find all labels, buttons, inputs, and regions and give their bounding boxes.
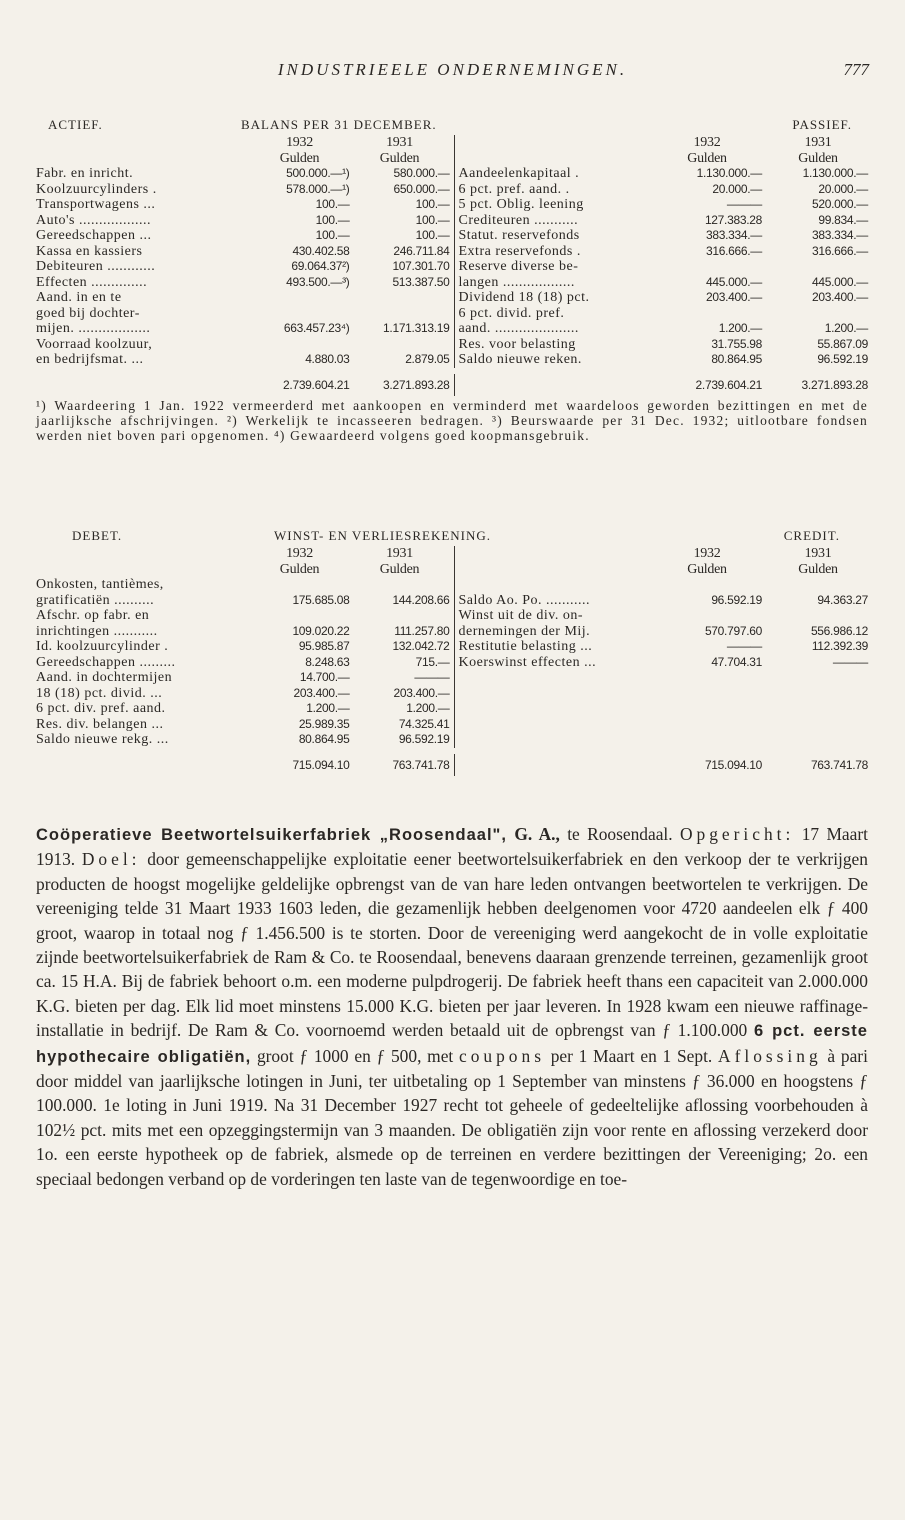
row-label: Res. div. belangen ... (36, 716, 164, 732)
row-label: Res. voor belasting (458, 336, 576, 352)
value-1931: 383.334.— (811, 228, 868, 242)
value-1931: 556.986.12 (810, 623, 868, 638)
page-header (0, 60, 905, 90)
balance-left-heading: ACTIEF. (48, 117, 103, 132)
description-text: à pari door middel van jaarlijksche lotingen in Juni, ter uitbetaling op 1 September van minstens ƒ 36.000 en hoogstens ƒ 100.000. 1e loting in Juni 1919. Na 31 December 1927 recht tot geheele of gedeeltelijke aflossing voorbehouden à 102½ pct. mits met een opzeggingstermijn van 3 maanden. De obligatiën zijn voor rente en aflossing verzekerd door 1o. een eerste hypotheek op de fabriek, alsmede op de terreinen en verdere bezittingen der Vereeniging; 2o. een speciaal bedongen verband op de vorderingen ten laste van de tegenwoordige en toe- (36, 1045, 868, 1189)
table-row (36, 593, 454, 609)
value-1931: 107.301.70 (392, 259, 450, 273)
table-row (36, 655, 454, 671)
totals-row (36, 754, 454, 776)
total-value: 715.094.10 (704, 757, 762, 772)
value-1932: 4.880.03 (305, 352, 350, 366)
description-text: per 1 Maart en 1 Sept. (550, 1045, 713, 1066)
row-label: 6 pct. div. pref. aand. (36, 701, 166, 716)
value-1931: 100.— (415, 197, 450, 211)
row-label: Voorraad koolzuur, (36, 336, 153, 352)
value-1932: 175.685.08 (292, 592, 350, 607)
row-label: Debiteuren ............ (36, 259, 156, 274)
table-row (36, 337, 454, 353)
unit-label: Gulden (279, 561, 320, 577)
table-row (36, 290, 454, 306)
value-1931: 94.363.27 (817, 592, 868, 607)
table-row (455, 275, 869, 291)
value-1932: 96.592.19 (711, 592, 762, 607)
value-1932: 316.666.— (705, 243, 762, 258)
table-row (36, 608, 454, 624)
row-label: Id. koolzuurcylinder . (36, 639, 169, 654)
value-1932: 80.864.95 (711, 352, 762, 366)
row-label: en bedrijfsmat. ... (36, 352, 144, 367)
value-1932: 14.700.— (299, 670, 350, 684)
value-1931: 20.000.— (818, 181, 868, 196)
company-location: te Roosendaal. (567, 824, 673, 844)
pl-left-heading: DEBET. (72, 528, 123, 543)
row-label: goed bij dochter- (36, 305, 140, 321)
totals-row (455, 374, 869, 396)
value-1931: 1.200.— (406, 701, 450, 715)
value-1931: 100.— (415, 212, 450, 227)
value-1931: 55.867.09 (817, 336, 868, 351)
debit-list (36, 577, 454, 748)
unit-row (36, 562, 454, 578)
assets-list (36, 166, 454, 368)
row-label: Kassa en kassiers (36, 243, 143, 259)
value-1931: 513.387.50 (392, 274, 450, 289)
year-1932: 1932 (693, 546, 721, 561)
unit-label: Gulden (379, 150, 420, 166)
value-1931: 100.— (415, 228, 450, 242)
total-value: 2.739.604.21 (695, 377, 762, 392)
profit-loss-account (36, 528, 868, 776)
pl-title: WINST- EN VERLIESREKENING. (274, 528, 492, 543)
row-label: Fabr. en inricht. (36, 166, 134, 181)
value-1931: 1.130.000.— (802, 166, 868, 180)
coupons-word: coupons (459, 1045, 545, 1066)
value-1932: 1.200.— (718, 321, 762, 335)
footnotes: ¹) Waardeering 1 Jan. 1922 vermeerderd met aankoopen en verminderd met waardeloos geworden bezittingen en met de jaarlijksche afschrijvingen. ²) Werkelijk te incasseeren bedragen. ³) Beurswaarde per 31 Dec. 1932; uitlootbare fondsen werden niet boven pari opgenomen. ⁴) Gewaardeerd volgens goed koopmansgebruik. (36, 397, 868, 443)
table-row (455, 166, 869, 182)
value-1931: 111.257.80 (394, 623, 450, 638)
year-1932: 1932 (693, 135, 721, 150)
balance-liabilities (455, 135, 869, 368)
year-row (455, 135, 869, 151)
table-row (36, 352, 454, 368)
pl-credit (455, 546, 869, 748)
value-1932: 445.000.— (705, 274, 762, 289)
unit-row (36, 151, 454, 167)
value-1931: 112.392.39 (811, 639, 868, 653)
company-form: G. A., (514, 824, 560, 844)
row-label: aand. ..................... (458, 321, 579, 336)
table-row (36, 639, 454, 655)
table-row (455, 228, 869, 244)
year-1932: 1932 (286, 546, 313, 561)
row-label: Saldo nieuwe reken. (458, 352, 582, 367)
purpose-label: Doel: (81, 849, 141, 870)
year-1931: 1931 (804, 135, 832, 150)
row-label: langen .................. (458, 274, 575, 290)
table-row (455, 337, 869, 353)
totals-row (455, 754, 869, 776)
value-1932: ——— (726, 197, 762, 211)
value-1931: 246.711.84 (393, 243, 450, 258)
table-row (36, 701, 454, 717)
table-row (36, 732, 454, 748)
table-row (455, 244, 869, 260)
balance-assets (36, 135, 455, 368)
table-row (455, 259, 869, 275)
description-text: groot ƒ 1000 en ƒ 500, met (256, 1045, 454, 1066)
unit-row (455, 562, 869, 578)
pl-columns (36, 546, 868, 748)
total-value: 715.094.10 (292, 757, 350, 772)
value-1931: ——— (832, 654, 868, 669)
value-1931: 580.000.— (393, 166, 450, 180)
row-label: Transportwagens ... (36, 197, 156, 212)
row-label: Gereedschappen ......... (36, 654, 176, 670)
bond-title: 6 pct. eerste hypothecaire obligatiën, (36, 1022, 868, 1066)
year-row (455, 546, 869, 562)
table-row (36, 228, 454, 244)
value-1932: 109.020.22 (292, 623, 350, 638)
founded-label: Opgericht: (679, 824, 795, 844)
row-label: Koolzuurcylinders . (36, 181, 157, 197)
row-label: 18 (18) pct. divid. ... (36, 685, 163, 701)
running-title: INDUSTRIEELE ONDERNEMINGEN. (277, 60, 628, 79)
unit-label: Gulden (279, 150, 320, 166)
value-1931: ——— (414, 670, 450, 684)
total-value: 763.741.78 (392, 757, 450, 772)
unit-label: Gulden (798, 150, 838, 166)
aflossing-word: Aflossing (718, 1045, 822, 1066)
balance-totals (36, 374, 868, 396)
year-row (36, 135, 454, 151)
table-row (455, 655, 869, 671)
unit-label: Gulden (687, 150, 727, 166)
total-value: 763.741.78 (810, 757, 868, 772)
value-1931: 74.325.41 (398, 716, 450, 731)
value-1932: 100.— (315, 197, 350, 211)
unit-row (455, 151, 869, 167)
row-label: Saldo nieuwe rekg. ... (36, 732, 169, 747)
row-label: Koerswinst effecten ... (458, 654, 597, 670)
table-row (455, 352, 869, 368)
value-1932: 430.402.58 (292, 243, 350, 258)
value-1932: 20.000.— (712, 181, 762, 196)
value-1931: 144.208.66 (392, 592, 450, 607)
liabilities-list (455, 166, 869, 368)
row-label: Restitutie belasting ... (458, 639, 593, 654)
table-row (36, 577, 454, 593)
row-label: mijen. .................. (36, 321, 151, 336)
table-row (36, 717, 454, 733)
balance-sheet (36, 117, 868, 443)
year-1932: 1932 (286, 135, 313, 150)
total-value: 3.271.893.28 (801, 377, 868, 392)
table-row (455, 306, 869, 322)
year-1931: 1931 (386, 546, 413, 561)
value-1932: 100.— (315, 228, 350, 242)
value-1932: 127.383.28 (704, 212, 762, 227)
unit-label: Gulden (687, 561, 727, 577)
row-label: Aand. in dochtermijen (36, 670, 173, 685)
table-row (455, 639, 869, 655)
year-row (36, 546, 454, 562)
row-label: Afschr. op fabr. en (36, 608, 150, 623)
table-row (455, 197, 869, 213)
value-1931: 99.834.— (818, 212, 868, 227)
table-row (36, 306, 454, 322)
value-1932: ——— (726, 639, 762, 653)
value-1931: 520.000.— (811, 197, 868, 211)
table-row (36, 321, 454, 337)
balance-columns (36, 135, 868, 368)
value-1931: 96.592.19 (817, 352, 868, 366)
row-label: gratificatiën .......... (36, 592, 155, 608)
company-description (36, 822, 868, 1191)
row-label: Crediteuren ........... (458, 212, 579, 228)
row-label: dernemingen der Mij. (458, 623, 591, 639)
row-label: Dividend 18 (18) pct. (458, 290, 590, 305)
table-row (36, 166, 454, 182)
row-label: Effecten .............. (36, 274, 148, 290)
table-row (36, 275, 454, 291)
founded-value: 17 Maart 1913. (36, 824, 868, 870)
table-row (36, 197, 454, 213)
pl-right-heading: CREDIT. (783, 528, 840, 543)
row-label: Aandeelenkapitaal . (458, 166, 580, 181)
value-1931: 1.200.— (824, 321, 868, 335)
table-row (455, 593, 869, 609)
value-1932: 95.985.87 (298, 639, 350, 653)
table-row (455, 213, 869, 229)
row-label: inrichtingen ........... (36, 623, 158, 639)
unit-label: Gulden (798, 561, 838, 577)
value-1932: 500.000.—¹) (286, 166, 350, 180)
value-1931: 2.879.05 (405, 352, 450, 366)
credit-list (455, 577, 869, 670)
row-label: Saldo Ao. Po. ........... (458, 592, 591, 608)
table-row (455, 182, 869, 198)
table-row (455, 321, 869, 337)
value-1932: 100.— (315, 212, 350, 227)
row-label: 5 pct. Oblig. leening (458, 197, 584, 212)
table-row (36, 670, 454, 686)
page-number: 777 (843, 60, 869, 79)
value-1932: 663.457.23⁴) (283, 321, 350, 335)
year-1931: 1931 (804, 546, 832, 561)
value-1931: 1.171.313.19 (383, 321, 450, 335)
table-row (36, 213, 454, 229)
value-1931: 132.042.72 (392, 639, 450, 653)
balance-title: BALANS PER 31 DECEMBER. (241, 117, 437, 132)
pl-totals (36, 754, 868, 776)
table-row (36, 244, 454, 260)
value-1932: 1.200.— (306, 701, 350, 715)
description-text: door gemeenschappelijke exploitatie eener beetwortelsuikerfabriek en den verkoop der te verkrijgen producten de hoogst mogelijke geldelijke opbrengst van de van hare leden ontvangen beetwortelen te verkrijgen. De vereeniging telde 31 Maart 1933 1603 leden, die gezamenlijk hebben deelgenomen voor 4720 aandeelen elk ƒ 400 groot, waarop in totaal nog ƒ 1.456.500 is te storten. Door de vereeniging werd aangekocht de in volle exploitatie zijnde beetwortelsuikerfabriek de Ram & Co. te Roosendaal, benevens daaraan grenzende terreinen, gezamenlijk groot ca. 15 H.A. Bij de fabriek behoort o.m. een moderne pulpdrogerij. De fabriek heeft thans een capaciteit van 2.000.000 K.G. bieten per dag. Elk lid moet minstens 15.000 K.G. bieten per jaar leveren. In 1928 kwam een nieuwe raffinage-installatie in bedrijf. De Ram & Co. voornoemd werden betaald uit de opbrengst van ƒ 1.100.000 (36, 849, 868, 1041)
table-row (455, 577, 869, 593)
row-label: Aand. in en te (36, 290, 122, 305)
pl-debit (36, 546, 455, 748)
value-1931: 316.666.— (811, 243, 868, 258)
pl-headings (36, 528, 868, 546)
row-label: 6 pct. divid. pref. (458, 305, 565, 321)
row-label: Extra reservefonds . (458, 243, 581, 259)
unit-label: Gulden (379, 561, 420, 577)
value-1932: 383.334.— (705, 228, 762, 242)
value-1931: 715.— (415, 654, 450, 669)
total-value: 3.271.893.28 (383, 377, 450, 392)
year-1931: 1931 (386, 135, 413, 150)
table-row (455, 624, 869, 640)
row-label: Auto's .................. (36, 212, 151, 228)
row-label: Winst uit de div. on- (458, 608, 584, 623)
value-1932: 1.130.000.— (696, 166, 762, 180)
table-row (36, 259, 454, 275)
value-1931: 650.000.— (393, 181, 450, 196)
row-label: 6 pct. pref. aand. . (458, 181, 570, 197)
value-1932: 47.704.31 (711, 654, 762, 669)
company-name: Coöperatieve Beetwortelsuikerfabriek „Roosendaal", (36, 826, 507, 844)
table-row (36, 686, 454, 702)
value-1932: 203.400.— (705, 290, 762, 304)
value-1931: 203.400.— (811, 290, 868, 304)
row-label: Statut. reservefonds (458, 228, 580, 243)
table-row (455, 290, 869, 306)
table-row (36, 624, 454, 640)
table-row (455, 608, 869, 624)
row-label: Gereedschappen ... (36, 228, 152, 243)
balance-right-heading: PASSIEF. (792, 117, 852, 132)
row-label: Onkosten, tantièmes, (36, 577, 164, 592)
value-1931: 96.592.19 (398, 732, 450, 746)
value-1932: 8.248.63 (305, 654, 350, 669)
value-1932: 25.989.35 (298, 716, 350, 731)
value-1931: 445.000.— (811, 274, 868, 289)
value-1932: 69.064.37²) (291, 259, 350, 273)
value-1932: 493.500.—³) (286, 274, 350, 289)
value-1932: 31.755.98 (711, 336, 762, 351)
value-1932: 570.797.60 (704, 623, 762, 638)
value-1931: 203.400.— (393, 685, 450, 700)
value-1932: 80.864.95 (298, 732, 350, 746)
table-row (36, 182, 454, 198)
value-1932: 203.400.— (293, 685, 350, 700)
value-1932: 578.000.—¹) (286, 181, 350, 196)
total-value: 2.739.604.21 (283, 377, 350, 392)
balance-headings (36, 117, 868, 135)
totals-row (36, 374, 454, 396)
row-label: Reserve diverse be- (458, 259, 579, 274)
